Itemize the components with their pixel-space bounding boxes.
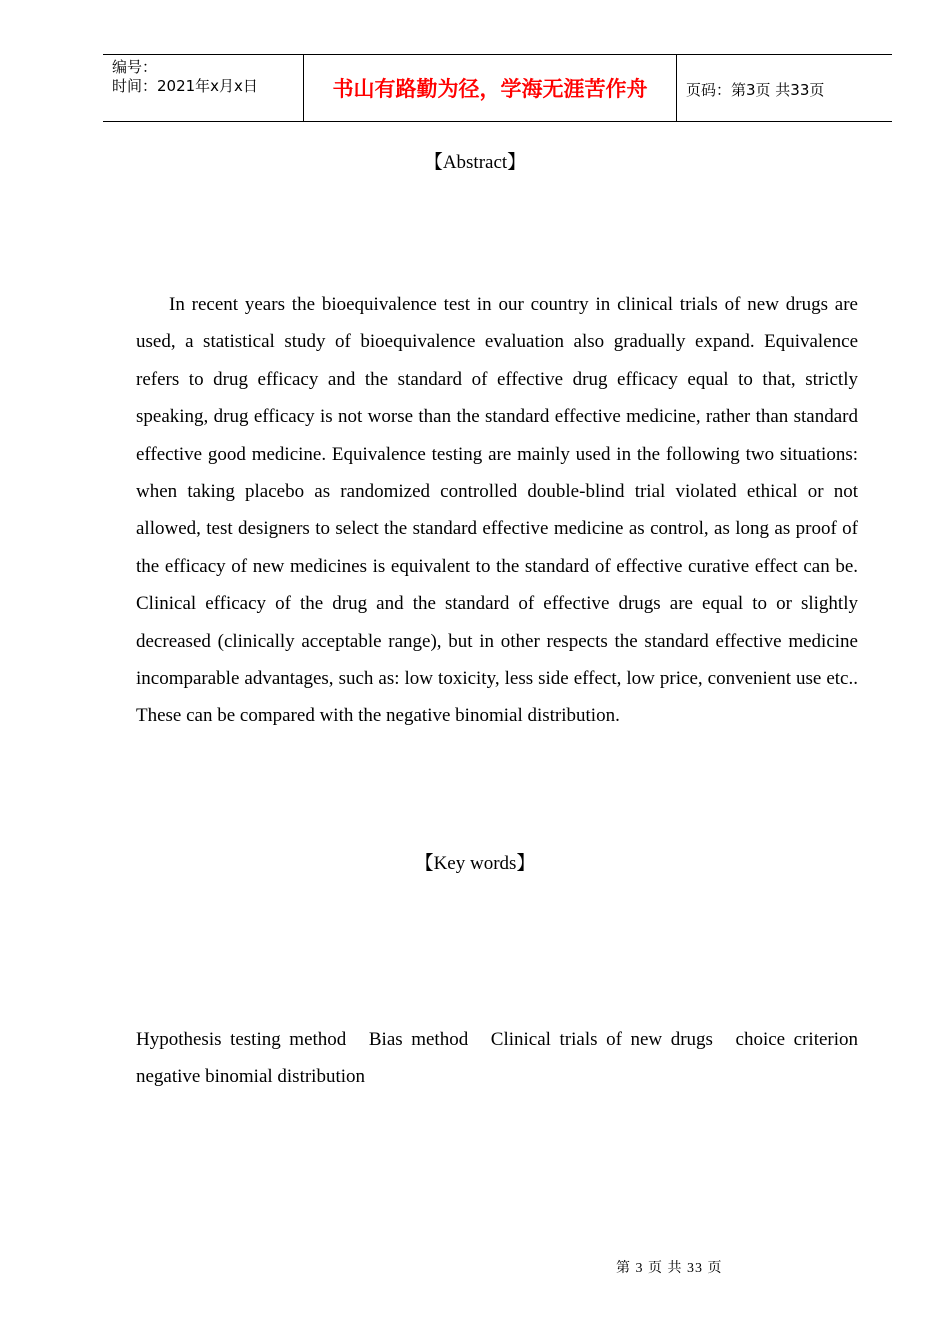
abstract-body: In recent years the bioequivalence test in our country in clinical trials of new drugs are used, a statistical study of bioequivalence evaluation also gradually expand. Equivalence refers to drug efficacy and the standard of effective drug efficacy equal to that, strictly speaking, drug efficacy is not worse than the standard effective medicine, rather than standard effective good medicine. Equivalence testing are mainly used in the following two situations: when taking placebo as randomized controlled double-blind trial violated ethical or not allowed, test designers to select the standard effective medicine as control, as long as proof of the efficacy of new medicines is equivalent to the standard of effective curative effect can be. Clinical efficacy of the drug and the standard of effective drugs are equal to or slightly decreased (clinically acceptable range), but in other respects the standard effective medicine incomparable advantages, such as: low toxicity, less side effect, low price, convenient use etc.. These can be compared with the negative binomial distribution. [136,294,858,727]
keyword-item: Bias method [368,1029,469,1050]
keywords-list [136,1021,858,1096]
keyword-item: Hypothesis testing method [136,1029,347,1050]
keyword-item: Clinical trials of new drugs [490,1029,713,1050]
header-page-info: 页码：第3页 共33页 [686,80,825,99]
document-time-label: 时间：2021年x月x日 [112,77,258,95]
page-header [103,54,892,122]
keyword-item: choice criterion [735,1029,859,1050]
header-motto: 书山有路勤为径，学海无涯苦作舟 [303,55,677,121]
header-meta-cell [103,55,303,121]
document-number-label: 编号： [112,58,158,76]
abstract-title: 【Abstract】 [423,152,527,173]
keywords-title: 【Key words】 [414,853,536,874]
page-footer: 第 3 页 共 33 页 [616,1261,723,1276]
keyword-item: negative binomial distribution [136,1066,366,1088]
